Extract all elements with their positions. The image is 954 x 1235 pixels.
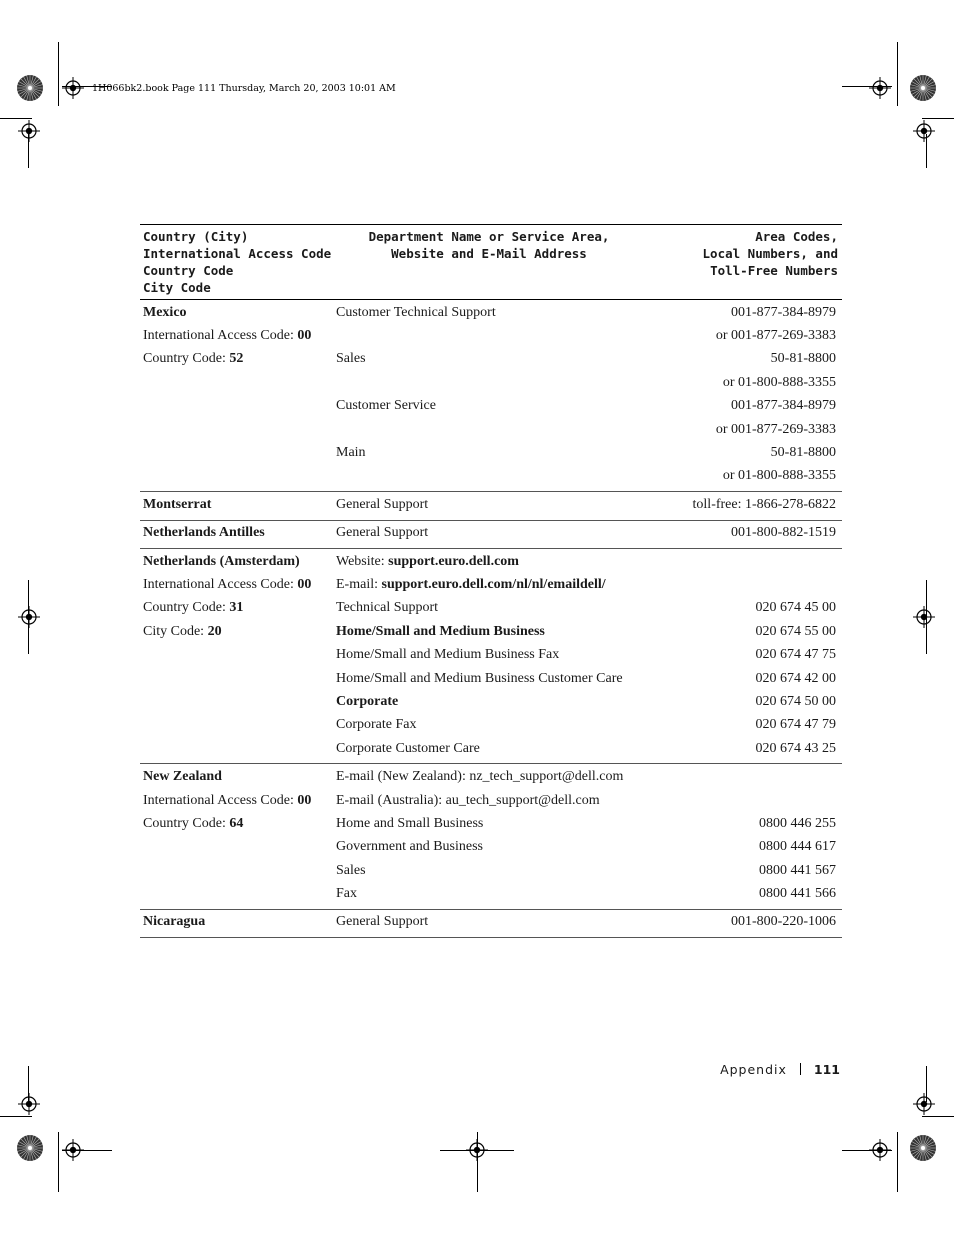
country-info-cell xyxy=(140,769,336,785)
department-cell xyxy=(336,497,636,513)
department-value: Corporate xyxy=(336,693,399,709)
department-cell xyxy=(336,741,636,757)
table-row xyxy=(140,597,842,620)
crop-line xyxy=(0,118,32,119)
phone-number-cell: 50-81-8800 xyxy=(770,351,836,367)
department-label: Customer Service xyxy=(336,398,436,414)
registration-target-icon xyxy=(913,120,935,142)
crop-line xyxy=(58,1132,59,1192)
country-name: Netherlands (Amsterdam) xyxy=(143,553,300,569)
country-info-cell xyxy=(140,497,336,513)
color-star-target-icon xyxy=(909,1134,937,1162)
crop-line xyxy=(842,86,892,87)
department-cell xyxy=(336,554,636,570)
country-group xyxy=(140,492,842,520)
department-cell xyxy=(336,914,636,930)
department-value: support.euro.dell.com/nl/nl/emaildell/ xyxy=(381,576,606,592)
department-cell xyxy=(336,816,636,832)
department-label: General Support xyxy=(336,496,429,512)
phone-number-cell: 020 674 47 75 xyxy=(755,647,836,663)
phone-number-cell: 020 674 45 00 xyxy=(755,600,836,616)
page-footer xyxy=(700,1062,840,1077)
phone-number-cell: 0800 446 255 xyxy=(759,815,836,831)
department-value: Home/Small and Medium Business xyxy=(336,623,545,639)
table-row xyxy=(140,348,842,371)
table-row xyxy=(140,714,842,737)
table-row xyxy=(140,911,842,934)
phone-number-cell: 001-800-220-1006 xyxy=(731,914,836,930)
department-label: Government and Business xyxy=(336,839,483,855)
table-row xyxy=(140,690,842,713)
department-cell xyxy=(336,647,636,663)
page-number: 111 xyxy=(813,1062,840,1077)
department-label: Customer Technical Support xyxy=(336,304,496,320)
crop-line xyxy=(897,1132,898,1192)
department-cell xyxy=(336,398,636,414)
phone-number-cell: or 01-800-888-3355 xyxy=(722,374,836,390)
department-cell xyxy=(336,886,636,902)
crop-line xyxy=(28,580,29,654)
department-label: Home and Small Business xyxy=(336,815,484,831)
code-label: International Access Code: xyxy=(143,576,298,592)
department-cell xyxy=(336,445,636,461)
department-label: Home/Small and Medium Business Fax xyxy=(336,647,560,663)
table-header xyxy=(140,224,842,300)
code-label: International Access Code: xyxy=(143,792,298,808)
header-department-column: Department Name or Service Area, Website and E-Mail Address xyxy=(368,229,610,261)
table-row xyxy=(140,441,842,464)
table-row xyxy=(140,301,842,324)
phone-number-cell: 020 674 50 00 xyxy=(755,693,836,709)
registration-target-icon xyxy=(18,1093,40,1115)
phone-number-cell: 020 674 42 00 xyxy=(755,670,836,686)
department-label: Technical Support xyxy=(336,600,439,616)
registration-target-icon xyxy=(913,1093,935,1115)
table-row xyxy=(140,573,842,596)
department-label: E-mail: xyxy=(336,576,382,592)
country-name: Netherlands Antilles xyxy=(143,525,265,541)
country-group xyxy=(140,549,842,765)
table-row xyxy=(140,620,842,643)
country-name: New Zealand xyxy=(143,769,222,785)
crop-line xyxy=(922,1116,954,1117)
code-label: International Access Code: xyxy=(143,328,298,344)
department-cell xyxy=(336,600,636,616)
department-cell xyxy=(336,717,636,733)
code-value: 52 xyxy=(229,351,244,367)
department-cell xyxy=(336,624,636,640)
code-label: City Code: xyxy=(143,623,208,639)
phone-number-cell: 001-877-384-8979 xyxy=(731,398,836,414)
crop-line xyxy=(28,134,29,168)
department-cell xyxy=(336,694,636,710)
crop-line xyxy=(926,1066,927,1102)
department-label: Home/Small and Medium Business Customer Care xyxy=(336,670,623,686)
registration-target-icon xyxy=(869,77,891,99)
department-cell xyxy=(336,525,636,541)
code-value: 00 xyxy=(297,328,312,344)
crop-line xyxy=(62,1150,112,1151)
country-info-cell xyxy=(140,624,336,640)
table-row xyxy=(140,836,842,859)
phone-number-cell: 0800 441 567 xyxy=(759,862,836,878)
table-row xyxy=(140,812,842,835)
country-name: Nicaragua xyxy=(143,914,206,930)
crop-line xyxy=(58,42,59,106)
department-label: Sales xyxy=(336,862,366,878)
crop-line xyxy=(28,1066,29,1102)
department-cell xyxy=(336,769,636,785)
table-row xyxy=(140,522,842,545)
table-row xyxy=(140,859,842,882)
code-value: 00 xyxy=(297,576,312,592)
country-info-cell xyxy=(140,525,336,541)
crop-line xyxy=(926,134,927,168)
country-info-cell xyxy=(140,600,336,616)
header-country-column: Country (City) International Access Code Country Code City Code xyxy=(143,229,332,295)
country-info-cell xyxy=(140,305,336,321)
phone-number-cell: 020 674 47 79 xyxy=(755,717,836,733)
phone-number-cell: 001-800-882-1519 xyxy=(731,525,836,541)
code-value: 20 xyxy=(207,623,222,639)
footer-section-label: Appendix xyxy=(720,1062,787,1077)
department-label: Corporate Fax xyxy=(336,717,417,733)
registration-target-icon xyxy=(18,606,40,628)
department-cell xyxy=(336,351,636,367)
code-value: 31 xyxy=(229,600,244,616)
country-info-cell xyxy=(140,914,336,930)
footer-divider xyxy=(800,1063,801,1075)
department-label: General Support xyxy=(336,525,429,541)
phone-number-cell: 001-877-384-8979 xyxy=(731,304,836,320)
code-label: Country Code: xyxy=(143,351,230,367)
country-group xyxy=(140,300,842,492)
code-value: 00 xyxy=(297,792,312,808)
table-row xyxy=(140,789,842,812)
code-value: 64 xyxy=(229,815,244,831)
country-info-cell xyxy=(140,577,336,593)
table-row xyxy=(140,667,842,690)
country-name: Montserrat xyxy=(143,496,212,512)
crop-line xyxy=(897,42,898,106)
country-info-cell xyxy=(140,793,336,809)
table-row xyxy=(140,882,842,905)
color-star-target-icon xyxy=(16,1134,44,1162)
table-row xyxy=(140,493,842,516)
contact-table xyxy=(140,224,842,938)
country-info-cell xyxy=(140,554,336,570)
code-label: Country Code: xyxy=(143,815,230,831)
country-info-cell xyxy=(140,351,336,367)
country-group xyxy=(140,521,842,549)
department-cell xyxy=(336,305,636,321)
department-label: Corporate Customer Care xyxy=(336,740,480,756)
registration-target-icon xyxy=(913,606,935,628)
crop-line xyxy=(0,1116,32,1117)
phone-number-cell: or 001-877-269-3383 xyxy=(715,328,836,344)
crop-line xyxy=(926,580,927,654)
phone-number-cell: 0800 444 617 xyxy=(759,839,836,855)
department-cell xyxy=(336,863,636,879)
department-cell xyxy=(336,671,636,687)
table-row xyxy=(140,550,842,573)
country-group xyxy=(140,910,842,938)
table-body xyxy=(140,300,842,938)
country-info-cell xyxy=(140,816,336,832)
department-label: E-mail (New Zealand): nz_tech_support@dell.com xyxy=(336,769,624,785)
department-label: Fax xyxy=(336,886,357,902)
department-cell xyxy=(336,577,636,593)
table-row xyxy=(140,395,842,418)
table-row xyxy=(140,418,842,441)
department-cell xyxy=(336,793,636,809)
phone-number-cell: 020 674 55 00 xyxy=(755,623,836,639)
department-label: Main xyxy=(336,445,366,461)
country-info-cell xyxy=(140,328,336,344)
table-row xyxy=(140,765,842,788)
crop-line xyxy=(477,1132,478,1192)
color-star-target-icon xyxy=(16,74,44,102)
color-star-target-icon xyxy=(909,74,937,102)
phone-number-cell: 020 674 43 25 xyxy=(755,740,836,756)
table-row xyxy=(140,324,842,347)
department-label: Website: xyxy=(336,553,389,569)
department-value: support.euro.dell.com xyxy=(388,553,519,569)
table-row xyxy=(140,371,842,394)
book-page-slug: 1H066bk2.book Page 111 Thursday, March 20, 2003 10:01 AM xyxy=(92,83,396,94)
phone-number-cell: toll-free: 1-866-278-6822 xyxy=(692,496,836,512)
phone-number-cell: 0800 441 566 xyxy=(759,886,836,902)
department-label: Sales xyxy=(336,351,366,367)
country-name: Mexico xyxy=(143,304,187,320)
registration-target-icon xyxy=(62,77,84,99)
phone-number-cell: or 01-800-888-3355 xyxy=(722,468,836,484)
country-group xyxy=(140,764,842,909)
table-row xyxy=(140,737,842,760)
header-numbers-column: Area Codes, Local Numbers, and Toll-Free Numbers xyxy=(702,229,838,278)
crop-line xyxy=(922,118,954,119)
department-label: General Support xyxy=(336,914,429,930)
crop-line xyxy=(842,1150,892,1151)
phone-number-cell: 50-81-8800 xyxy=(770,445,836,461)
code-label: Country Code: xyxy=(143,600,230,616)
department-label: E-mail (Australia): au_tech_support@dell.com xyxy=(336,792,600,808)
table-row xyxy=(140,465,842,488)
phone-number-cell: or 001-877-269-3383 xyxy=(715,421,836,437)
department-cell xyxy=(336,839,636,855)
registration-target-icon xyxy=(18,120,40,142)
table-row xyxy=(140,643,842,666)
